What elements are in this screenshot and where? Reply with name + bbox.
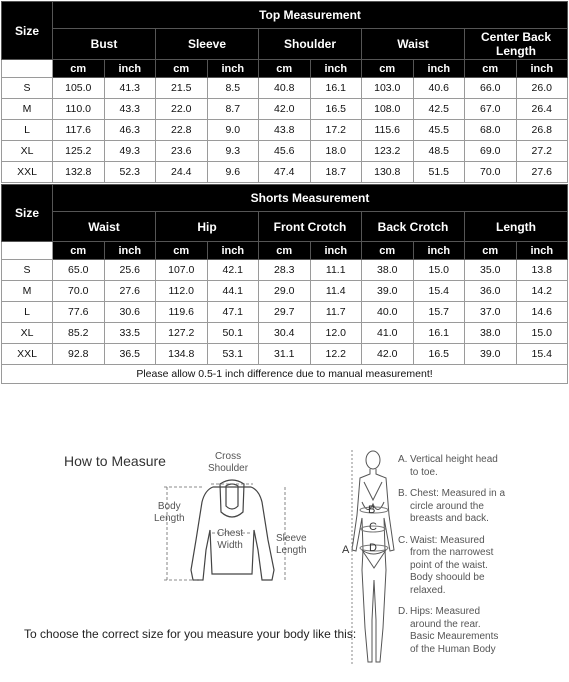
measurement-cell: 107.0 [156, 260, 208, 281]
measurement-cell: 46.3 [104, 120, 156, 141]
instruction-letter: C. [398, 534, 408, 546]
top-col-waist: Waist [362, 29, 465, 60]
measurement-cell: 22.8 [156, 120, 208, 141]
measurement-cell: 48.5 [413, 141, 465, 162]
measurement-cell: 49.3 [104, 141, 156, 162]
measurement-cell: 13.8 [516, 260, 568, 281]
measurement-cell: 53.1 [207, 344, 259, 365]
shorts-col-waist: Waist [53, 212, 156, 242]
top-col-bust: Bust [53, 29, 156, 60]
body-outline [352, 469, 394, 662]
top-measurement-table [1, 1, 568, 183]
note-row [2, 365, 568, 384]
measurement-cell: 125.2 [53, 141, 105, 162]
measurement-cell: 26.4 [516, 99, 568, 120]
instruction-text: Chest: Measured in a circle around the breasts and back. [410, 488, 506, 524]
measurement-cell: 52.3 [104, 162, 156, 183]
measurement-cell: 29.7 [259, 302, 311, 323]
instruction-item [398, 488, 568, 526]
shorts-column-row [2, 212, 568, 242]
size-cell: M [2, 99, 53, 120]
size-cell: S [2, 260, 53, 281]
instruction-text: Waist: Measured from the narrowest point of the waist. Body shoould be relaxed. [410, 534, 494, 596]
size-row [2, 344, 568, 365]
top-table-title: Top Measurement [53, 2, 568, 29]
shorts-table-body [2, 185, 568, 365]
measurement-cell: 77.6 [53, 302, 105, 323]
unit-label: inch [413, 242, 465, 260]
size-row [2, 281, 568, 302]
size-cell: XL [2, 141, 53, 162]
top-column-row [2, 29, 568, 60]
measurement-cell: 50.1 [207, 323, 259, 344]
unit-label: cm [156, 242, 208, 260]
measurement-cell: 9.0 [207, 120, 259, 141]
size-cell: S [2, 78, 53, 99]
measurement-cell: 38.0 [465, 323, 517, 344]
measurement-cell: 31.1 [259, 344, 311, 365]
measurement-cell: 43.3 [104, 99, 156, 120]
measurement-cell: 112.0 [156, 281, 208, 302]
head [366, 451, 380, 469]
top-col-shoulder: Shoulder [259, 29, 362, 60]
size-cell: XXL [2, 344, 53, 365]
instruction-item [398, 606, 568, 656]
measurement-cell: 130.8 [362, 162, 414, 183]
shorts-size-header: Size [2, 185, 53, 242]
top-col-sleeve: Sleeve [156, 29, 259, 60]
measurement-cell: 15.0 [413, 260, 465, 281]
measurement-cell: 33.5 [104, 323, 156, 344]
measurement-cell: 123.2 [362, 141, 414, 162]
measurement-cell: 24.4 [156, 162, 208, 183]
top-size-header: Size [2, 2, 53, 60]
measurement-cell: 39.0 [465, 344, 517, 365]
measurement-cell: 68.0 [465, 120, 517, 141]
shorts-col-back-crotch: Back Crotch [362, 212, 465, 242]
unit-label: inch [207, 60, 259, 78]
measurement-cell: 15.4 [516, 344, 568, 365]
size-row [2, 78, 568, 99]
size-cell: M [2, 281, 53, 302]
unit-label: inch [516, 242, 568, 260]
size-row [2, 323, 568, 344]
instruction-letter: B. [398, 488, 408, 499]
measurement-cell: 27.6 [516, 162, 568, 183]
measurement-cell: 26.0 [516, 78, 568, 99]
measurement-cell: 9.3 [207, 141, 259, 162]
unit-label: inch [104, 60, 156, 78]
shorts-measurement-table [1, 184, 568, 384]
measurement-note: Please allow 0.5-1 inch difference due to manual measurement! [2, 365, 568, 384]
measurement-cell: 26.8 [516, 120, 568, 141]
unit-label: cm [259, 60, 311, 78]
measurement-cell: 16.1 [413, 323, 465, 344]
measurement-cell: 14.6 [516, 302, 568, 323]
measurement-cell: 11.4 [310, 281, 362, 302]
measurement-cell: 108.0 [362, 99, 414, 120]
measurement-cell: 134.8 [156, 344, 208, 365]
body-illustration [352, 450, 394, 666]
measurement-cell: 12.0 [310, 323, 362, 344]
shorts-table-footer [2, 365, 568, 384]
measurement-cell: 9.6 [207, 162, 259, 183]
instruction-letter: D. [398, 606, 408, 617]
measurement-cell: 65.0 [53, 260, 105, 281]
measurement-cell: 45.6 [259, 141, 311, 162]
measurement-cell: 35.0 [465, 260, 517, 281]
measurement-cell: 127.2 [156, 323, 208, 344]
measurement-cell: 36.5 [104, 344, 156, 365]
top-title-row [2, 2, 568, 29]
measure-instruction-text: To choose the correct size for you measure your body like this: [24, 627, 357, 641]
measurement-cell: 25.6 [104, 260, 156, 281]
instruction-letter: A. [398, 454, 408, 465]
top-col-center-back-length: Center Back Length [465, 29, 568, 60]
measurement-cell: 70.0 [465, 162, 517, 183]
cross-shoulder-label: Cross Shoulder [208, 451, 249, 474]
measurement-cell: 21.5 [156, 78, 208, 99]
measurement-cell: 40.8 [259, 78, 311, 99]
measurement-cell: 115.6 [362, 120, 414, 141]
body-letter-b: B [368, 504, 376, 516]
instruction-text: Hips: Measured around the rear. Basic Meaurements of the Human Body [410, 606, 499, 655]
measurement-cell: 69.0 [465, 141, 517, 162]
measurement-cell: 14.2 [516, 281, 568, 302]
top-table-body [2, 2, 568, 183]
shorts-unit-row [2, 242, 568, 260]
unit-label: inch [207, 242, 259, 260]
measurement-cell: 92.8 [53, 344, 105, 365]
measurement-cell: 42.5 [413, 99, 465, 120]
measurement-cell: 47.1 [207, 302, 259, 323]
measurement-cell: 22.0 [156, 99, 208, 120]
body-letter-c: C [369, 521, 377, 533]
measurement-cell: 41.0 [362, 323, 414, 344]
unit-label: inch [310, 60, 362, 78]
measurement-cell: 51.5 [413, 162, 465, 183]
size-row [2, 302, 568, 323]
measurement-cell: 16.1 [310, 78, 362, 99]
shorts-col-length: Length [465, 212, 568, 242]
size-cell: L [2, 302, 53, 323]
measurement-instructions [398, 454, 568, 665]
size-row [2, 120, 568, 141]
sweater-collar [220, 480, 244, 517]
measurement-cell: 110.0 [53, 99, 105, 120]
measurement-cell: 18.0 [310, 141, 362, 162]
unit-label: inch [310, 242, 362, 260]
measurement-cell: 85.2 [53, 323, 105, 344]
measurement-cell: 44.1 [207, 281, 259, 302]
measurement-cell: 67.0 [465, 99, 517, 120]
unit-label: cm [465, 60, 517, 78]
measurement-cell: 40.6 [413, 78, 465, 99]
instruction-item [398, 535, 568, 598]
body-letter-a: A [342, 544, 350, 556]
shorts-title-row [2, 185, 568, 212]
instruction-item [398, 454, 568, 479]
measurement-cell: 18.7 [310, 162, 362, 183]
how-to-measure-heading: How to Measure [64, 453, 166, 469]
measurement-cell: 45.5 [413, 120, 465, 141]
size-cell: L [2, 120, 53, 141]
chest-width-label: Chest Width [217, 528, 244, 551]
shorts-col-front-crotch: Front Crotch [259, 212, 362, 242]
measurement-cell: 105.0 [53, 78, 105, 99]
unit-spacer [2, 242, 53, 260]
measurement-cell: 16.5 [310, 99, 362, 120]
sweater-collar-inner [226, 484, 238, 509]
measurement-cell: 17.2 [310, 120, 362, 141]
body-letter-d: D [369, 542, 377, 554]
measurement-cell: 38.0 [362, 260, 414, 281]
size-cell: XL [2, 323, 53, 344]
measurement-cell: 15.0 [516, 323, 568, 344]
measurement-cell: 15.4 [413, 281, 465, 302]
measurement-cell: 12.2 [310, 344, 362, 365]
unit-label: cm [259, 242, 311, 260]
measurement-cell: 30.4 [259, 323, 311, 344]
unit-label: inch [104, 242, 156, 260]
measurement-cell: 8.7 [207, 99, 259, 120]
unit-label: cm [53, 60, 105, 78]
unit-label: cm [53, 242, 105, 260]
shorts-table-title: Shorts Measurement [53, 185, 568, 212]
measurement-cell: 103.0 [362, 78, 414, 99]
measurement-cell: 37.0 [465, 302, 517, 323]
measurement-cell: 30.6 [104, 302, 156, 323]
shorts-col-hip: Hip [156, 212, 259, 242]
measurement-cell: 43.8 [259, 120, 311, 141]
measurement-cell: 23.6 [156, 141, 208, 162]
size-cell: XXL [2, 162, 53, 183]
unit-label: cm [156, 60, 208, 78]
measurement-cell: 8.5 [207, 78, 259, 99]
measurement-cell: 11.7 [310, 302, 362, 323]
measurement-cell: 36.0 [465, 281, 517, 302]
size-row [2, 99, 568, 120]
measurement-cell: 27.6 [104, 281, 156, 302]
unit-label: cm [465, 242, 517, 260]
measurement-cell: 42.0 [362, 344, 414, 365]
measurement-cell: 15.7 [413, 302, 465, 323]
measurement-cell: 16.5 [413, 344, 465, 365]
measurement-cell: 117.6 [53, 120, 105, 141]
unit-label: inch [516, 60, 568, 78]
size-row [2, 141, 568, 162]
size-row [2, 162, 568, 183]
unit-spacer [2, 60, 53, 78]
sleeve-length-label: Sleeve Length [276, 533, 307, 556]
measurement-cell: 41.3 [104, 78, 156, 99]
size-row [2, 260, 568, 281]
measurement-cell: 70.0 [53, 281, 105, 302]
unit-label: inch [413, 60, 465, 78]
top-unit-row [2, 60, 568, 78]
measurement-cell: 47.4 [259, 162, 311, 183]
measurement-cell: 40.0 [362, 302, 414, 323]
unit-label: cm [362, 60, 414, 78]
measurement-cell: 42.1 [207, 260, 259, 281]
measurement-cell: 29.0 [259, 281, 311, 302]
measurement-cell: 132.8 [53, 162, 105, 183]
measurement-cell: 11.1 [310, 260, 362, 281]
measurement-cell: 27.2 [516, 141, 568, 162]
measurement-cell: 39.0 [362, 281, 414, 302]
instruction-text: Vertical height head to toe. [410, 454, 498, 478]
measurement-cell: 119.6 [156, 302, 208, 323]
measurement-cell: 66.0 [465, 78, 517, 99]
measurement-cell: 28.3 [259, 260, 311, 281]
body-length-label: Body Length [154, 501, 185, 524]
measurement-cell: 42.0 [259, 99, 311, 120]
how-to-measure-section [0, 420, 569, 682]
unit-label: cm [362, 242, 414, 260]
